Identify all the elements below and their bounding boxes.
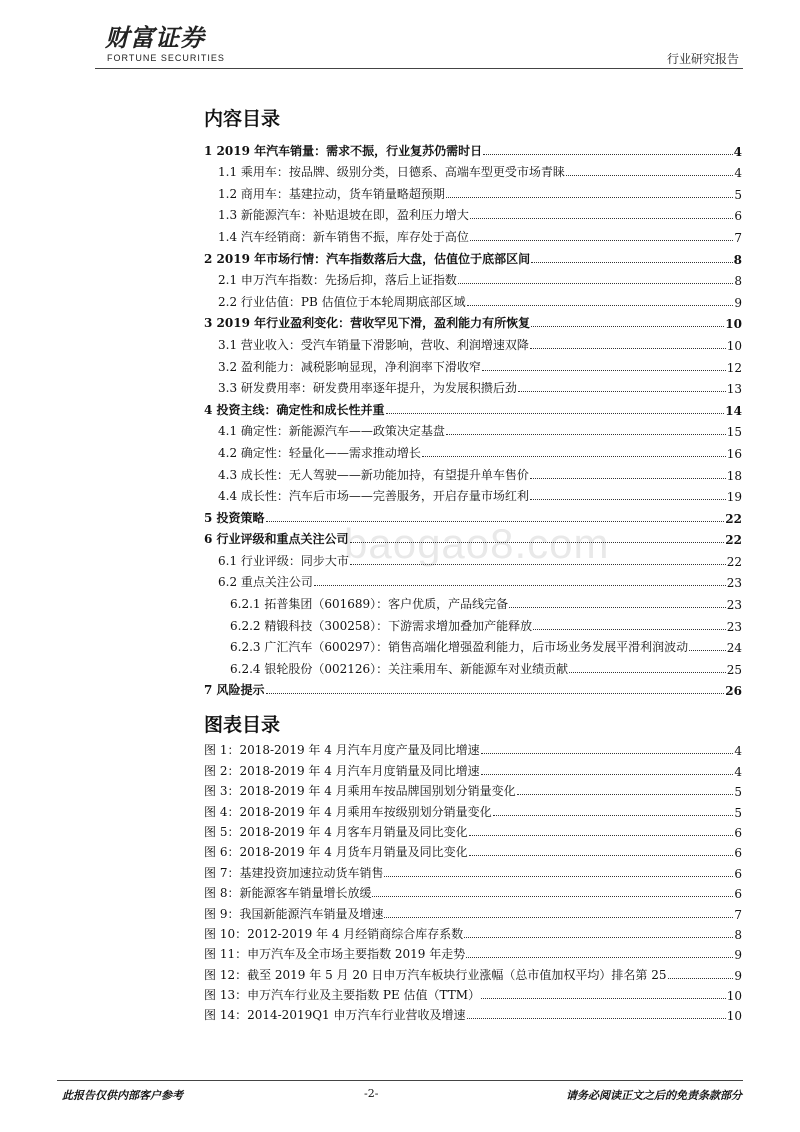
figure-entry-title: 图 4：2018-2019 年 4 月乘用车按级别划分销量变化 bbox=[204, 804, 492, 819]
toc-title: 内容目录 bbox=[204, 108, 281, 130]
toc-entry[interactable] bbox=[204, 137, 742, 159]
figures-title: 图表目录 bbox=[204, 714, 281, 736]
toc-entry[interactable] bbox=[204, 677, 742, 699]
figure-entry-page: 6 bbox=[734, 846, 742, 861]
toc-entry[interactable] bbox=[204, 396, 742, 418]
toc-entry[interactable] bbox=[204, 159, 742, 181]
toc-entry-page: 15 bbox=[726, 425, 742, 440]
dot-leader bbox=[689, 650, 726, 651]
figure-entry[interactable] bbox=[204, 881, 742, 901]
toc-entry-title: 2.2 行业估值：PB 估值位于本轮周期底部区域 bbox=[218, 294, 466, 309]
figure-entry-title: 图 1：2018-2019 年 4 月汽车月度产量及同比增速 bbox=[204, 743, 480, 758]
dot-leader bbox=[493, 815, 734, 816]
dot-leader bbox=[384, 876, 733, 877]
figure-entry[interactable] bbox=[204, 901, 742, 921]
toc-entry[interactable] bbox=[204, 375, 742, 397]
toc-entry-title: 6.1 行业评级：同步大市 bbox=[218, 553, 349, 568]
toc-entry[interactable] bbox=[204, 569, 742, 591]
toc-entry[interactable] bbox=[204, 461, 742, 483]
toc-entry-title: 4.1 确定性：新能源汽车——政策决定基盘 bbox=[218, 424, 445, 439]
toc-entry-title: 1 2019 年汽车销量：需求不振，行业复苏仍需时日 bbox=[204, 143, 483, 158]
figure-entry-page: 6 bbox=[734, 866, 742, 881]
toc-entry-page: 10 bbox=[726, 338, 742, 353]
dot-leader bbox=[518, 391, 726, 392]
toc-entry-page: 22 bbox=[725, 533, 742, 548]
toc-entry-title: 6.2.3 广汇汽车（600297）：销售高端化增强盈利能力，后市场业务发展平滑利润波动 bbox=[230, 640, 689, 655]
toc-entry[interactable] bbox=[204, 504, 742, 526]
figure-entry-title: 图 6：2018-2019 年 4 月货车月销量及同比变化 bbox=[204, 845, 468, 860]
dot-leader bbox=[458, 283, 733, 284]
dot-leader bbox=[509, 607, 726, 608]
figure-entry-title: 图 3：2018-2019 年 4 月乘用车按品牌国别划分销量变化 bbox=[204, 784, 516, 799]
dot-leader bbox=[469, 835, 734, 836]
toc-entry-title: 5 投资策略 bbox=[204, 510, 265, 525]
toc-entry-page: 25 bbox=[726, 662, 742, 677]
dot-leader bbox=[470, 218, 733, 219]
figure-entry-title: 图 12：截至 2019 年 5 月 20 日申万汽车板块行业涨幅（总市值加权平均）排名第 25 bbox=[204, 967, 667, 982]
toc-entry-title: 3.2 盈利能力：减税影响显现，净利润率下滑收窄 bbox=[218, 359, 481, 374]
toc-entry[interactable] bbox=[204, 331, 742, 353]
dot-leader bbox=[466, 957, 733, 958]
toc-entry[interactable] bbox=[204, 223, 742, 245]
toc-entry-title: 3 2019 年行业盈利变化：营收罕见下滑，盈利能力有所恢复 bbox=[204, 316, 531, 331]
figure-entry-title: 图 5：2018-2019 年 4 月客车月销量及同比变化 bbox=[204, 824, 468, 839]
figure-entry-page: 9 bbox=[734, 968, 742, 983]
toc-entry-page: 8 bbox=[734, 274, 742, 289]
dot-leader bbox=[464, 937, 733, 938]
figure-entry-page: 4 bbox=[734, 764, 742, 779]
toc-entry-page: 10 bbox=[725, 317, 742, 332]
figure-entry-title: 图 14：2014-2019Q1 申万汽车行业营收及增速 bbox=[204, 1008, 466, 1023]
dot-leader bbox=[569, 672, 726, 673]
figure-entry-title: 图 9：我国新能源汽车销量及增速 bbox=[204, 906, 384, 921]
toc-entry-title: 6 行业评级和重点关注公司 bbox=[204, 532, 349, 547]
header-divider bbox=[95, 68, 743, 69]
toc-entry-page: 14 bbox=[725, 403, 742, 418]
page-header bbox=[95, 18, 743, 66]
dot-leader bbox=[350, 542, 725, 543]
figure-list bbox=[204, 738, 742, 1023]
figure-entry-page: 5 bbox=[734, 805, 742, 820]
dot-leader bbox=[386, 413, 725, 414]
document-type: 行业研究报告 bbox=[666, 52, 739, 66]
toc-entry-title: 6.2.1 拓普集团（601689）：客户优质，产品线完备 bbox=[230, 597, 509, 612]
toc-entry-page: 19 bbox=[726, 490, 742, 505]
toc-entry-title: 4.4 成长性：汽车后市场——完善服务，开启存量市场红利 bbox=[218, 489, 529, 504]
toc-entry[interactable] bbox=[204, 267, 742, 289]
watermark: baogao8.com bbox=[344, 520, 610, 567]
figure-entry-page: 4 bbox=[734, 744, 742, 759]
toc-entry[interactable] bbox=[204, 526, 742, 548]
toc-entry-page: 16 bbox=[726, 446, 742, 461]
dot-leader bbox=[481, 753, 734, 754]
toc-entry-title: 1.4 汽车经销商：新车销售不振，库存处于高位 bbox=[218, 229, 469, 244]
toc-entry-page: 23 bbox=[726, 619, 742, 634]
footer-disclaimer: 此报告仅供内部客户参考 bbox=[62, 1089, 183, 1102]
toc-entry-page: 26 bbox=[725, 684, 742, 699]
figure-entry-page: 10 bbox=[726, 989, 742, 1004]
figure-entry-title: 图 2：2018-2019 年 4 月汽车月度销量及同比增速 bbox=[204, 763, 480, 778]
figure-entry-title: 图 7：基建投资加速拉动货车销售 bbox=[204, 865, 384, 880]
dot-leader bbox=[470, 240, 733, 241]
dot-leader bbox=[384, 917, 733, 918]
toc-entry-title: 6.2.2 精锻科技（300258）：下游需求增加叠加产能释放 bbox=[230, 618, 533, 633]
toc-entry-page: 13 bbox=[726, 382, 742, 397]
toc-entry-title: 1.2 商用车：基建拉动，货车销量略超预期 bbox=[218, 186, 445, 201]
dot-leader bbox=[482, 370, 726, 371]
toc-entry[interactable] bbox=[204, 590, 742, 612]
toc-entry-page: 18 bbox=[726, 468, 742, 483]
toc-entry[interactable] bbox=[204, 418, 742, 440]
toc-entry-title: 1.3 新能源汽车：补贴退坡在即，盈利压力增大 bbox=[218, 208, 469, 223]
dot-leader bbox=[481, 774, 734, 775]
figure-entry[interactable] bbox=[204, 962, 742, 982]
toc-entry-title: 4.3 成长性：无人驾驶——新功能加持，有望提升单车售价 bbox=[218, 467, 529, 482]
figure-entry[interactable] bbox=[204, 922, 742, 942]
figure-entry-page: 8 bbox=[734, 927, 742, 942]
toc-entry-title: 4.2 确定性：轻量化——需求推动增长 bbox=[218, 445, 421, 460]
dot-leader bbox=[446, 434, 726, 435]
toc-entry-page: 8 bbox=[733, 252, 742, 267]
toc-entry[interactable] bbox=[204, 288, 742, 310]
figure-entry-page: 10 bbox=[726, 1009, 742, 1024]
toc-entry-page: 22 bbox=[725, 511, 742, 526]
dot-leader bbox=[531, 326, 724, 327]
figure-entry-title: 图 8：新能源客车销量增长放缓 bbox=[204, 886, 372, 901]
toc-entry[interactable] bbox=[204, 353, 742, 375]
dot-leader bbox=[469, 855, 734, 856]
toc-entry-page: 23 bbox=[726, 576, 742, 591]
dot-leader bbox=[266, 693, 725, 694]
figure-entry[interactable] bbox=[204, 738, 742, 758]
dot-leader bbox=[266, 521, 725, 522]
figure-entry[interactable] bbox=[204, 860, 742, 880]
toc-entry[interactable] bbox=[204, 634, 742, 656]
footer-notice: 请务必阅读正文之后的免责条款部分 bbox=[566, 1089, 742, 1102]
table-of-contents bbox=[204, 137, 742, 698]
dot-leader bbox=[530, 499, 726, 500]
figure-entry[interactable] bbox=[204, 758, 742, 778]
dot-leader bbox=[533, 629, 726, 630]
toc-entry-page: 24 bbox=[726, 641, 742, 656]
dot-leader bbox=[530, 348, 726, 349]
toc-entry[interactable] bbox=[204, 612, 742, 634]
toc-entry-title: 6.2 重点关注公司 bbox=[218, 575, 313, 590]
toc-entry-title: 2 2019 年市场行情：汽车指数落后大盘，估值位于底部区间 bbox=[204, 251, 531, 266]
toc-entry-page: 12 bbox=[726, 360, 742, 375]
toc-entry-title: 2.1 申万汽车指数：先扬后抑，落后上证指数 bbox=[218, 273, 457, 288]
figure-entry-title: 图 13：申万汽车行业及主要指数 PE 估值（TTM） bbox=[204, 988, 481, 1003]
figure-entry-page: 7 bbox=[734, 907, 742, 922]
toc-entry-page: 4 bbox=[733, 144, 742, 159]
toc-entry-title: 4 投资主线：确定性和成长性并重 bbox=[204, 402, 385, 417]
figure-entry[interactable] bbox=[204, 779, 742, 799]
figure-entry-page: 5 bbox=[734, 785, 742, 800]
figure-entry-title: 图 10：2012-2019 年 4 月经销商综合库存系数 bbox=[204, 926, 464, 941]
toc-entry-title: 6.2.4 银轮股份（002126）：关注乘用车、新能源车对业绩贡献 bbox=[230, 661, 569, 676]
toc-entry-page: 4 bbox=[734, 166, 742, 181]
toc-entry[interactable] bbox=[204, 245, 742, 267]
footer-divider bbox=[57, 1080, 743, 1081]
figure-entry-page: 6 bbox=[734, 887, 742, 902]
dot-leader bbox=[446, 197, 733, 198]
toc-entry-title: 1.1 乘用车：按品牌、级别分类，日德系、高端车型更受市场青睐 bbox=[218, 165, 565, 180]
figure-entry[interactable] bbox=[204, 1003, 742, 1023]
toc-entry[interactable] bbox=[204, 655, 742, 677]
dot-leader bbox=[314, 585, 726, 586]
dot-leader bbox=[531, 262, 733, 263]
dot-leader bbox=[566, 175, 733, 176]
dot-leader bbox=[481, 998, 726, 999]
toc-entry[interactable] bbox=[204, 310, 742, 332]
dot-leader bbox=[517, 794, 734, 795]
toc-entry-title: 3.1 营业收入：受汽车销量下滑影响，营收、利润增速双降 bbox=[218, 337, 529, 352]
figure-entry[interactable] bbox=[204, 942, 742, 962]
logo-english: FORTUNE SECURITIES bbox=[107, 53, 225, 63]
figure-entry-page: 6 bbox=[734, 825, 742, 840]
figure-entry-title: 图 11：申万汽车及全市场主要指数 2019 年走势 bbox=[204, 947, 466, 962]
figure-entry[interactable] bbox=[204, 820, 742, 840]
toc-entry[interactable] bbox=[204, 180, 742, 202]
dot-leader bbox=[422, 456, 726, 457]
toc-entry[interactable] bbox=[204, 547, 742, 569]
toc-entry-page: 5 bbox=[734, 187, 742, 202]
toc-entry-title: 3.3 研发费用率：研发费用率逐年提升，为发展积攒后劲 bbox=[218, 381, 517, 396]
figure-entry[interactable] bbox=[204, 840, 742, 860]
dot-leader bbox=[372, 896, 733, 897]
toc-entry-title: 7 风险提示 bbox=[204, 683, 265, 698]
figure-entry[interactable] bbox=[204, 799, 742, 819]
toc-entry-page: 7 bbox=[734, 230, 742, 245]
figure-entry[interactable] bbox=[204, 983, 742, 1003]
toc-entry-page: 6 bbox=[734, 209, 742, 224]
toc-entry[interactable] bbox=[204, 202, 742, 224]
toc-entry[interactable] bbox=[204, 483, 742, 505]
dot-leader bbox=[668, 978, 734, 979]
logo: 财富证券 bbox=[105, 23, 205, 52]
toc-entry-page: 9 bbox=[734, 295, 742, 310]
toc-entry-page: 23 bbox=[726, 598, 742, 613]
toc-entry-page: 22 bbox=[726, 554, 742, 569]
dot-leader bbox=[467, 305, 734, 306]
dot-leader bbox=[483, 154, 733, 155]
dot-leader bbox=[530, 478, 726, 479]
dot-leader bbox=[467, 1018, 726, 1019]
figure-entry-page: 9 bbox=[734, 948, 742, 963]
toc-entry[interactable] bbox=[204, 439, 742, 461]
dot-leader bbox=[350, 564, 726, 565]
page-number: -2- bbox=[364, 1087, 379, 1100]
